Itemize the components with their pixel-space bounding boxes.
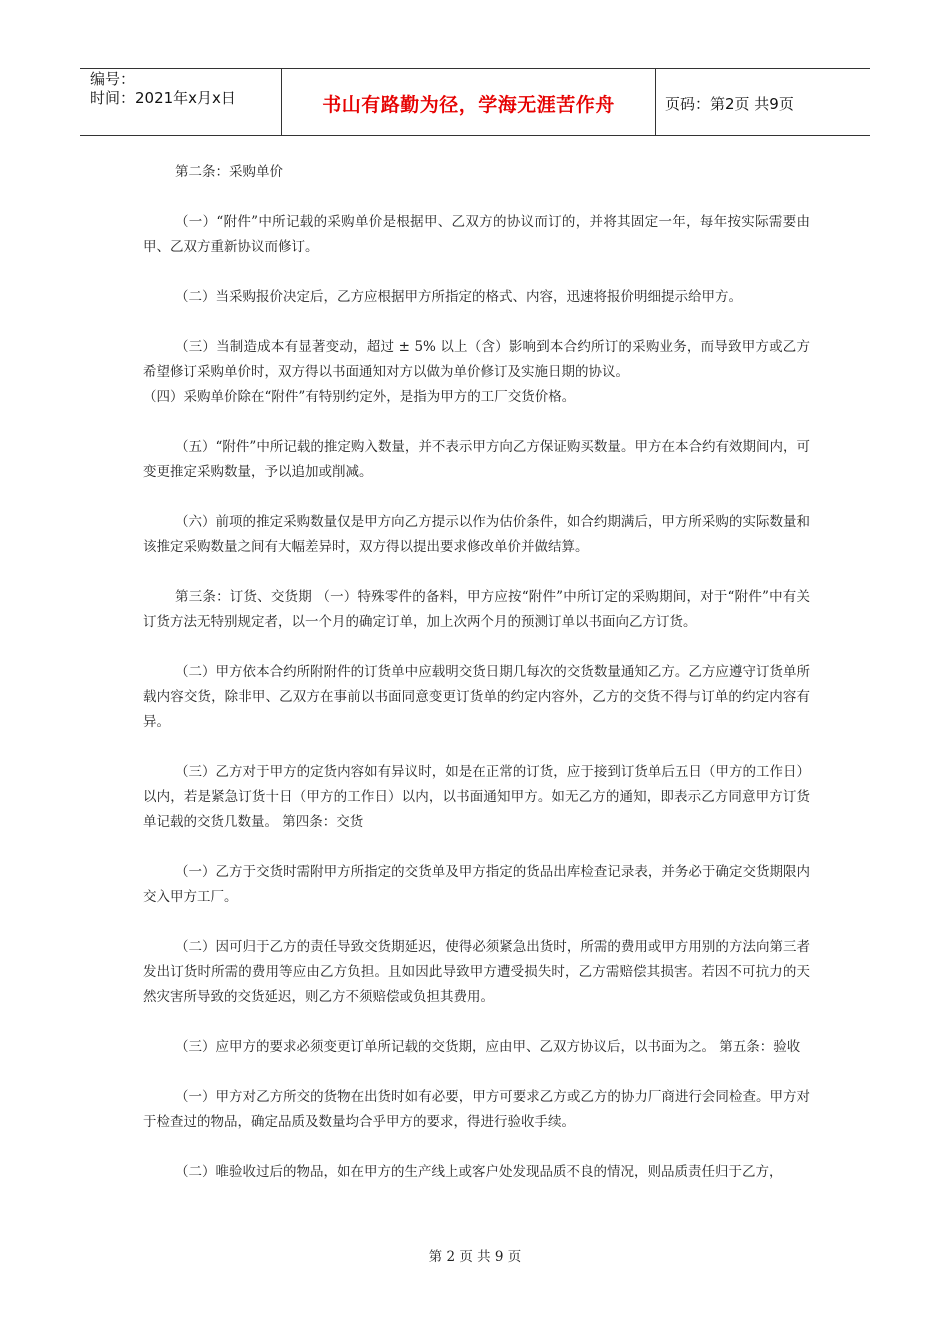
- paragraph: （二）因可归于乙方的责任导致交货期延迟，使得必须紧急出货时，所需的费用或甲方用别的方法向第三者发出订货时所需的费用等应由乙方负担。且如因此导致甲方遭受损失时，乙方需赔偿其损害。若因不可抗力的天然灾害所导致的交货延迟，则乙方不须赔偿或负担其费用。: [143, 939, 810, 1005]
- header-bottom-rule: [80, 135, 870, 136]
- page-footer: 第 2 页 共 9 页: [428, 1249, 522, 1265]
- paragraph: （二）唯验收过后的物品，如在甲方的生产线上或客户处发现品质不良的情况，则品质责任归于乙方，: [175, 1164, 783, 1180]
- paragraph: （三）应甲方的要求必须变更订单所记载的交货期，应由甲、乙双方协议后，以书面为之。 第五条：验收: [175, 1039, 801, 1055]
- paragraph: （六）前项的推定采购数量仅是甲方向乙方提示以作为估价条件，如合约期满后，甲方所采购的实际数量和该推定采购数量之间有大幅差异时，双方得以提出要求修改单价并做结算。: [143, 514, 810, 555]
- paragraph: （一）“附件”中所记载的采购单价是根据甲、乙双方的协议而订的，并将其固定一年，每年按实际需要由甲、乙双方重新协议而修订。: [143, 214, 810, 255]
- motto: 书山有路勤为径，学海无涯苦作舟: [322, 94, 615, 116]
- paragraph: （三）乙方对于甲方的定货内容如有异议时，如是在正常的订货，应于接到订货单后五日（甲方的工作日）以内，若是紧急订货十日（甲方的工作日）以内，以书面通知甲方。如无乙方的通知，即表示乙方同意甲方订货单记载的交货几数量。 第四条：交货: [143, 764, 810, 830]
- section-heading: 第二条：采购单价: [175, 164, 283, 180]
- paragraph: （一）甲方对乙方所交的货物在出货时如有必要，甲方可要求乙方或乙方的协力厂商进行会同检查。甲方对于检查过的物品，确定品质及数量均合乎甲方的要求，得进行验收手续。: [143, 1089, 810, 1130]
- paragraph: 第三条：订货、交货期 （一）特殊零件的备料，甲方应按“附件”中所订定的采购期间，对于“附件”中有关订货方法无特别规定者，以一个月的确定订单，加上次两个月的预测订单以书面向乙方订货。: [143, 589, 810, 630]
- paragraph: （四）采购单价除在“附件”有特别约定外，是指为甲方的工厂交货价格。: [143, 389, 576, 405]
- page-info: 页码：第2页 共9页: [665, 95, 794, 113]
- page-header: [80, 68, 870, 136]
- paragraph: （五）“附件”中所记载的推定购入数量，并不表示甲方向乙方保证购买数量。甲方在本合约有效期间内，可变更推定采购数量，予以追加或削减。: [143, 439, 810, 480]
- number-label: 编号：: [90, 70, 136, 88]
- paragraph: （一）乙方于交货时需附甲方所指定的交货单及甲方指定的货品出库检查记录表，并务必于确定交货期限内交入甲方工厂。: [143, 864, 810, 905]
- paragraph: （二）甲方依本合约所附附件的订货单中应载明交货日期几每次的交货数量通知乙方。乙方应遵守订货单所载内容交货，除非甲、乙双方在事前以书面同意变更订货单的约定内容外，乙方的交货不得与订单的约定内容有异。: [143, 664, 810, 730]
- paragraph: （三）当制造成本有显著变动，超过 ± 5% 以上（含）影响到本合约所订的采购业务，而导致甲方或乙方希望修订采购单价时，双方得以书面通知对方以做为单价修订及实施日期的协议。: [143, 339, 810, 380]
- header-top-rule: [80, 68, 870, 69]
- paragraph: （二）当采购报价决定后，乙方应根据甲方所指定的格式、内容，迅速将报价明细提示给甲方。: [175, 289, 742, 305]
- time-label: 时间：2021年x月x日: [90, 89, 236, 107]
- header-left-cell: [90, 70, 236, 108]
- document-body: [143, 160, 810, 1185]
- header-divider-right: [655, 68, 656, 136]
